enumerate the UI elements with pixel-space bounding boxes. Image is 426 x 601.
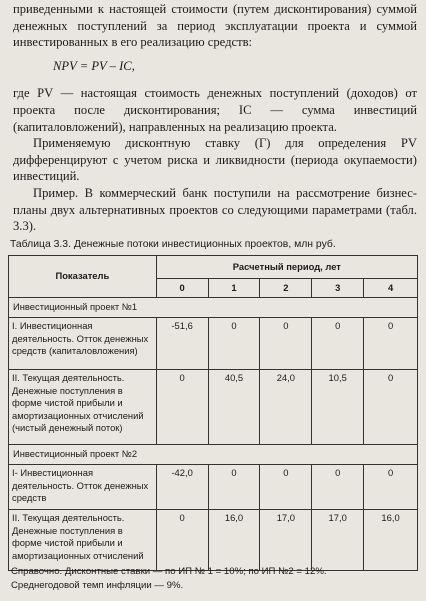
footnote-discount-rates: Справочно. Дисконтные ставки — по ИП № 1 = 10%; по ИП №2 = 12%. — [11, 566, 327, 577]
cell-value: 0 — [364, 318, 418, 370]
section-title-project-1: Инвестиционный проект №1 — [9, 298, 418, 318]
header-period-3: 3 — [312, 279, 364, 298]
header-period: Расчетный период, лет — [156, 256, 417, 279]
row-label: I- Инвестиционная деятельность. Отток денежных средств — [9, 465, 157, 510]
table-caption: Таблица 3.3. Денежные потоки инвестиционных проектов, млн руб. — [10, 239, 336, 250]
cell-value: 17,0 — [312, 510, 364, 571]
cash-flow-table — [8, 255, 418, 571]
header-period-2: 2 — [260, 279, 312, 298]
header-period-0: 0 — [156, 279, 208, 298]
paragraph-variables: где PV — настоящая стоимость денежных поступлений (доходов) от проекта после дисконтирования; IC — сумма инвестиций (капиталовложений), направленных на реализацию проекта. — [13, 86, 417, 134]
cell-value: 40,5 — [208, 370, 260, 445]
cell-value: 0 — [260, 318, 312, 370]
table-row — [9, 510, 418, 571]
cell-value: -42,0 — [156, 465, 208, 510]
table-row — [9, 318, 418, 370]
cell-value: 17,0 — [260, 510, 312, 571]
paragraph-discount-rate: Применяемую дисконтную ставку (Г) для определения PV дифференцируют с учетом риска и ликвидности (периода окупаемости) инвестиций. — [13, 136, 417, 184]
row-label: II. Текущая деятельность. Денежные поступления в форме чистой прибыли и амортизационных отчислений (чистый денежный поток) — [9, 370, 157, 445]
table-row — [9, 465, 418, 510]
cell-value: 0 — [156, 510, 208, 571]
paragraph-npv-definition: приведенными к настоящей стоимости (путем дисконтирования) суммой денежных поступлений за период эксплуатации проекта и суммой инвестированных в его реализацию средств: — [13, 2, 417, 50]
cell-value: 0 — [156, 370, 208, 445]
cell-value: 16,0 — [364, 510, 418, 571]
cell-value: 10,5 — [312, 370, 364, 445]
table-row — [9, 370, 418, 445]
row-label: II. Текущая деятельность. Денежные поступления в форме чистой прибыли и амортизационных отчислений — [9, 510, 157, 571]
cell-value: -51,6 — [156, 318, 208, 370]
cell-value: 0 — [208, 465, 260, 510]
header-indicator: Показатель — [9, 256, 157, 298]
row-label: I. Инвестиционная деятельность. Отток денежных средств (капиталовложения) — [9, 318, 157, 370]
cell-value: 0 — [312, 318, 364, 370]
cell-value: 0 — [364, 370, 418, 445]
cell-value: 24,0 — [260, 370, 312, 445]
cell-value: 0 — [364, 465, 418, 510]
section-row — [9, 445, 418, 465]
npv-formula: NPV = PV – IC, — [53, 58, 135, 73]
section-title-project-2: Инвестиционный проект №2 — [9, 445, 418, 465]
cell-value: 16,0 — [208, 510, 260, 571]
table-footnote — [11, 565, 327, 592]
paragraph-example: Пример. В коммерческий банк поступили на рассмотрение бизнес-планы двух альтернативных проектов со следующими параметрами (табл. 3.3). — [13, 185, 417, 234]
cell-value: 0 — [208, 318, 260, 370]
section-row — [9, 298, 418, 318]
cell-value: 0 — [260, 465, 312, 510]
header-period-4: 4 — [364, 279, 418, 298]
footnote-inflation: Среднегодовой темп инфляции — 9%. — [11, 579, 184, 591]
body-text — [13, 1, 417, 235]
header-period-1: 1 — [208, 279, 260, 298]
cell-value: 0 — [312, 465, 364, 510]
